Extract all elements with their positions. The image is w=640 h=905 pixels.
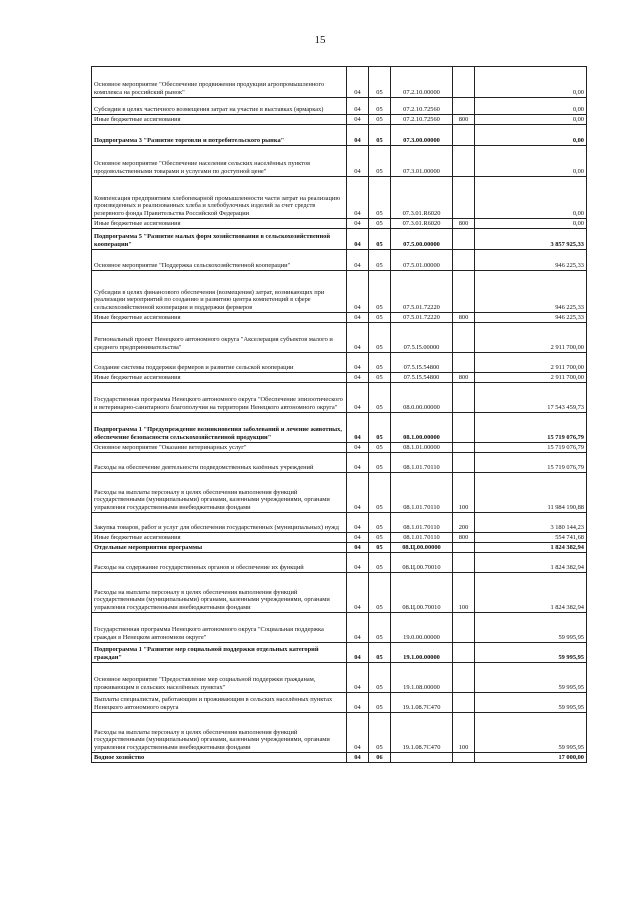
row-name: Компенсация предприятиям хлебопекарной промышленности части затрат на реализацию произведенных и реализованных хлеба и хлебобулочных изделий за счет средств резервного фонда Правительства Российской Федерации [92, 177, 347, 219]
expense-type-code [453, 125, 475, 146]
expense-type-code [453, 98, 475, 115]
table-row [92, 383, 587, 413]
target-article-code: 08.1.01.70110 [391, 453, 453, 473]
target-article-code: 07.5.01.72220 [391, 313, 453, 323]
amount: 1 824 382,94 [475, 573, 587, 613]
table-row [92, 473, 587, 513]
amount: 2 911 700,00 [475, 373, 587, 383]
expense-type-code [453, 553, 475, 573]
amount: 0,00 [475, 115, 587, 125]
subsection-code: 05 [369, 613, 391, 643]
expense-type-code [453, 383, 475, 413]
section-code: 04 [347, 271, 369, 313]
budget-table [91, 66, 587, 763]
section-code: 04 [347, 353, 369, 373]
subsection-code: 05 [369, 553, 391, 573]
target-article-code: 08.1.01.70110 [391, 513, 453, 533]
row-name: Государственная программа Ненецкого автономного округа "Обеспечение эпизоотического и ветеринарно-санитарного благополучия на территории Ненецкого автономного округа" [92, 383, 347, 413]
table-row [92, 271, 587, 313]
target-article-code: 08.Ц.00.00000 [391, 543, 453, 553]
amount: 15 719 076,79 [475, 413, 587, 443]
subsection-code: 05 [369, 313, 391, 323]
budget-table-body [92, 67, 587, 763]
target-article-code: 07.5.01.00000 [391, 250, 453, 271]
table-row [92, 98, 587, 115]
expense-type-code [453, 443, 475, 453]
amount: 3 857 925,33 [475, 229, 587, 250]
subsection-code: 05 [369, 177, 391, 219]
amount: 2 911 700,00 [475, 323, 587, 353]
expense-type-code [453, 146, 475, 177]
section-code: 04 [347, 753, 369, 763]
row-name: Подпрограмма 1 "Предупреждение возникновения заболеваний и лечение животных, обеспечение безопасности сельскохозяйственной продукции" [92, 413, 347, 443]
amount: 0,00 [475, 98, 587, 115]
section-code: 04 [347, 443, 369, 453]
row-name: Создание системы поддержки фермеров и развитие сельской кооперации [92, 353, 347, 373]
target-article-code: 07.3.01.00000 [391, 146, 453, 177]
amount: 59 995,95 [475, 713, 587, 753]
target-article-code: 07.5.I5.54800 [391, 353, 453, 373]
subsection-code: 05 [369, 663, 391, 693]
row-name: Водное хозяйство [92, 753, 347, 763]
amount: 1 824 382,94 [475, 543, 587, 553]
target-article-code: 19.1.00.00000 [391, 643, 453, 663]
section-code: 04 [347, 513, 369, 533]
amount: 946 225,33 [475, 271, 587, 313]
subsection-code: 06 [369, 753, 391, 763]
table-row [92, 413, 587, 443]
expense-type-code [453, 663, 475, 693]
expense-type-code [453, 643, 475, 663]
expense-type-code [453, 250, 475, 271]
row-name: Субсидии в целях финансового обеспечения (возмещения) затрат, возникающих при реализации мероприятий по созданию и развитию центра компетенций в сфере сельскохозяйственной кооперации и поддержки фермеров [92, 271, 347, 313]
section-code: 04 [347, 543, 369, 553]
amount: 2 911 700,00 [475, 353, 587, 373]
subsection-code: 05 [369, 473, 391, 513]
row-name: Отдельные мероприятия программы [92, 543, 347, 553]
section-code: 04 [347, 383, 369, 413]
amount: 59 995,95 [475, 643, 587, 663]
table-row [92, 229, 587, 250]
expense-type-code [453, 613, 475, 643]
section-code: 04 [347, 643, 369, 663]
row-name: Иные бюджетные ассигнования [92, 219, 347, 229]
subsection-code: 05 [369, 443, 391, 453]
table-row [92, 533, 587, 543]
expense-type-code [453, 229, 475, 250]
row-name: Расходы на выплаты персоналу в целях обеспечения выполнения функций государственными (муниципальными) органами, казенными учреждениями, органами управления государственными внебюджетными фондами [92, 473, 347, 513]
subsection-code: 05 [369, 115, 391, 125]
table-row [92, 125, 587, 146]
expense-type-code: 800 [453, 533, 475, 543]
row-name: Подпрограмма 5 "Развитие малых форм хозяйствования в сельскохозяйственной кооперации" [92, 229, 347, 250]
target-article-code: 07.5.00.00000 [391, 229, 453, 250]
target-article-code: 19.1.08.7C470 [391, 693, 453, 713]
expense-type-code: 800 [453, 373, 475, 383]
section-code: 04 [347, 373, 369, 383]
amount: 59 995,95 [475, 663, 587, 693]
row-name: Основное мероприятие "Предоставление мер социальной поддержки гражданам, проживающим в сельских населённых пунктах" [92, 663, 347, 693]
subsection-code: 05 [369, 229, 391, 250]
row-name: Основное мероприятие "Обеспечение населения сельских населённых пунктов продовольственными товарами и услугами по доступной цене" [92, 146, 347, 177]
target-article-code: 19.1.08.7C470 [391, 713, 453, 753]
section-code: 04 [347, 313, 369, 323]
section-code: 04 [347, 67, 369, 98]
table-row [92, 323, 587, 353]
target-article-code: 07.3.00.00000 [391, 125, 453, 146]
target-article-code: 08.1.00.00000 [391, 413, 453, 443]
subsection-code: 05 [369, 573, 391, 613]
expense-type-code: 100 [453, 573, 475, 613]
amount: 3 180 144,23 [475, 513, 587, 533]
row-name: Государственная программа Ненецкого автономного округа "Социальная поддержка граждан в Ненецком автономном округе" [92, 613, 347, 643]
target-article-code: 07.5.I5.54800 [391, 373, 453, 383]
row-name: Основное мероприятие "Обеспечение продвижения продукции агропромышленного комплекса на российский рынок" [92, 67, 347, 98]
expense-type-code: 800 [453, 313, 475, 323]
subsection-code: 05 [369, 543, 391, 553]
subsection-code: 05 [369, 513, 391, 533]
target-article-code: 07.2.10.00000 [391, 67, 453, 98]
target-article-code: 07.5.01.72220 [391, 271, 453, 313]
table-row [92, 713, 587, 753]
subsection-code: 05 [369, 373, 391, 383]
table-row [92, 177, 587, 219]
section-code: 04 [347, 713, 369, 753]
row-name: Иные бюджетные ассигнования [92, 533, 347, 543]
table-row [92, 250, 587, 271]
amount: 15 719 076,79 [475, 453, 587, 473]
subsection-code: 05 [369, 533, 391, 543]
amount: 0,00 [475, 177, 587, 219]
target-article-code: 08.0.00.00000 [391, 383, 453, 413]
row-name: Основное мероприятие "Оказание ветеринарных услуг" [92, 443, 347, 453]
row-name: Расходы на выплаты персоналу в целях обеспечения выполнения функций государственными (муниципальными) органами, казенными учреждениями, органами управления государственными внебюджетными фондами [92, 713, 347, 753]
expense-type-code [453, 271, 475, 313]
row-name: Региональный проект Ненецкого автономного округа "Акселерация субъектов малого и среднего предпринимательства" [92, 323, 347, 353]
expense-type-code: 800 [453, 115, 475, 125]
table-row [92, 553, 587, 573]
amount: 11 984 190,88 [475, 473, 587, 513]
table-row [92, 67, 587, 98]
section-code: 04 [347, 98, 369, 115]
target-article-code: 08.1.01.70110 [391, 473, 453, 513]
amount: 15 719 076,79 [475, 443, 587, 453]
page-number: 15 [314, 34, 326, 46]
row-name: Расходы на содержание государственных органов и обеспечение их функций [92, 553, 347, 573]
subsection-code: 05 [369, 250, 391, 271]
section-code: 04 [347, 229, 369, 250]
amount: 946 225,33 [475, 313, 587, 323]
target-article-code: 07.2.10.72560 [391, 115, 453, 125]
row-name: Подпрограмма 3 "Развитие торговли и потребительского рынка" [92, 125, 347, 146]
table-row [92, 146, 587, 177]
section-code: 04 [347, 613, 369, 643]
table-row [92, 573, 587, 613]
table-row [92, 219, 587, 229]
target-article-code: 07.5.I5.00000 [391, 323, 453, 353]
expense-type-code [453, 413, 475, 443]
subsection-code: 05 [369, 323, 391, 353]
expense-type-code: 100 [453, 473, 475, 513]
section-code: 04 [347, 573, 369, 613]
section-code: 04 [347, 125, 369, 146]
amount: 59 995,95 [475, 613, 587, 643]
section-code: 04 [347, 177, 369, 219]
amount: 1 824 382,94 [475, 553, 587, 573]
expense-type-code [453, 453, 475, 473]
expense-type-code [453, 753, 475, 763]
subsection-code: 05 [369, 413, 391, 443]
row-name: Иные бюджетные ассигнования [92, 373, 347, 383]
amount: 0,00 [475, 67, 587, 98]
subsection-code: 05 [369, 125, 391, 146]
amount: 59 995,95 [475, 693, 587, 713]
table-row [92, 663, 587, 693]
subsection-code: 05 [369, 353, 391, 373]
subsection-code: 05 [369, 453, 391, 473]
expense-type-code [453, 543, 475, 553]
section-code: 04 [347, 553, 369, 573]
table-row [92, 513, 587, 533]
section-code: 04 [347, 219, 369, 229]
table-row [92, 543, 587, 553]
section-code: 04 [347, 533, 369, 543]
expense-type-code: 800 [453, 219, 475, 229]
row-name: Иные бюджетные ассигнования [92, 115, 347, 125]
target-article-code: 19.1.08.00000 [391, 663, 453, 693]
expense-type-code [453, 67, 475, 98]
table-row [92, 693, 587, 713]
target-article-code: 08.Ц.00.70010 [391, 553, 453, 573]
table-row [92, 753, 587, 763]
amount: 0,00 [475, 146, 587, 177]
target-article-code: 07.2.10.72560 [391, 98, 453, 115]
amount: 554 741,68 [475, 533, 587, 543]
expense-type-code [453, 323, 475, 353]
target-article-code: 19.0.00.00000 [391, 613, 453, 643]
section-code: 04 [347, 663, 369, 693]
section-code: 04 [347, 473, 369, 513]
table-row [92, 613, 587, 643]
subsection-code: 05 [369, 67, 391, 98]
target-article-code: 08.Ц.00.70010 [391, 573, 453, 613]
subsection-code: 05 [369, 643, 391, 663]
expense-type-code [453, 177, 475, 219]
expense-type-code [453, 693, 475, 713]
table-row [92, 313, 587, 323]
section-code: 04 [347, 250, 369, 271]
target-article-code: 07.3.01.R6020 [391, 219, 453, 229]
amount: 17 543 459,73 [475, 383, 587, 413]
target-article-code: 07.3.01.R6020 [391, 177, 453, 219]
subsection-code: 05 [369, 98, 391, 115]
target-article-code [391, 753, 453, 763]
section-code: 04 [347, 146, 369, 177]
table-row [92, 453, 587, 473]
subsection-code: 05 [369, 146, 391, 177]
table-row [92, 643, 587, 663]
row-name: Закупка товаров, работ и услуг для обеспечения государственных (муниципальных) нужд [92, 513, 347, 533]
amount: 946 225,33 [475, 250, 587, 271]
amount: 0,00 [475, 219, 587, 229]
table-row [92, 353, 587, 373]
expense-type-code [453, 353, 475, 373]
amount: 17 000,00 [475, 753, 587, 763]
section-code: 04 [347, 115, 369, 125]
section-code: 04 [347, 413, 369, 443]
section-code: 04 [347, 693, 369, 713]
row-name: Иные бюджетные ассигнования [92, 313, 347, 323]
table-row [92, 373, 587, 383]
expense-type-code: 200 [453, 513, 475, 533]
target-article-code: 08.1.01.70110 [391, 533, 453, 543]
subsection-code: 05 [369, 713, 391, 753]
row-name: Выплаты специалистам, работающим и проживающим в сельских населённых пунктах Ненецкого автономного округа [92, 693, 347, 713]
section-code: 04 [347, 323, 369, 353]
subsection-code: 05 [369, 383, 391, 413]
row-name: Расходы на выплаты персоналу в целях обеспечения выполнения функций государственными (муниципальными) органами, казенными учреждениями, органами управления государственными внебюджетными фондами [92, 573, 347, 613]
subsection-code: 05 [369, 219, 391, 229]
table-row [92, 443, 587, 453]
subsection-code: 05 [369, 271, 391, 313]
table-row [92, 115, 587, 125]
target-article-code: 08.1.01.00000 [391, 443, 453, 453]
row-name: Подпрограмма 1 "Развитие мер социальной поддержки отдельных категорий граждан" [92, 643, 347, 663]
row-name: Субсидии в целях частичного возмещения затрат на участие в выставках (ярмарках) [92, 98, 347, 115]
expense-type-code: 100 [453, 713, 475, 753]
section-code: 04 [347, 453, 369, 473]
subsection-code: 05 [369, 693, 391, 713]
amount: 0,00 [475, 125, 587, 146]
row-name: Расходы на обеспечение деятельности подведомственных казённых учреждений [92, 453, 347, 473]
row-name: Основное мероприятие "Поддержка сельскохозяйственной кооперации" [92, 250, 347, 271]
